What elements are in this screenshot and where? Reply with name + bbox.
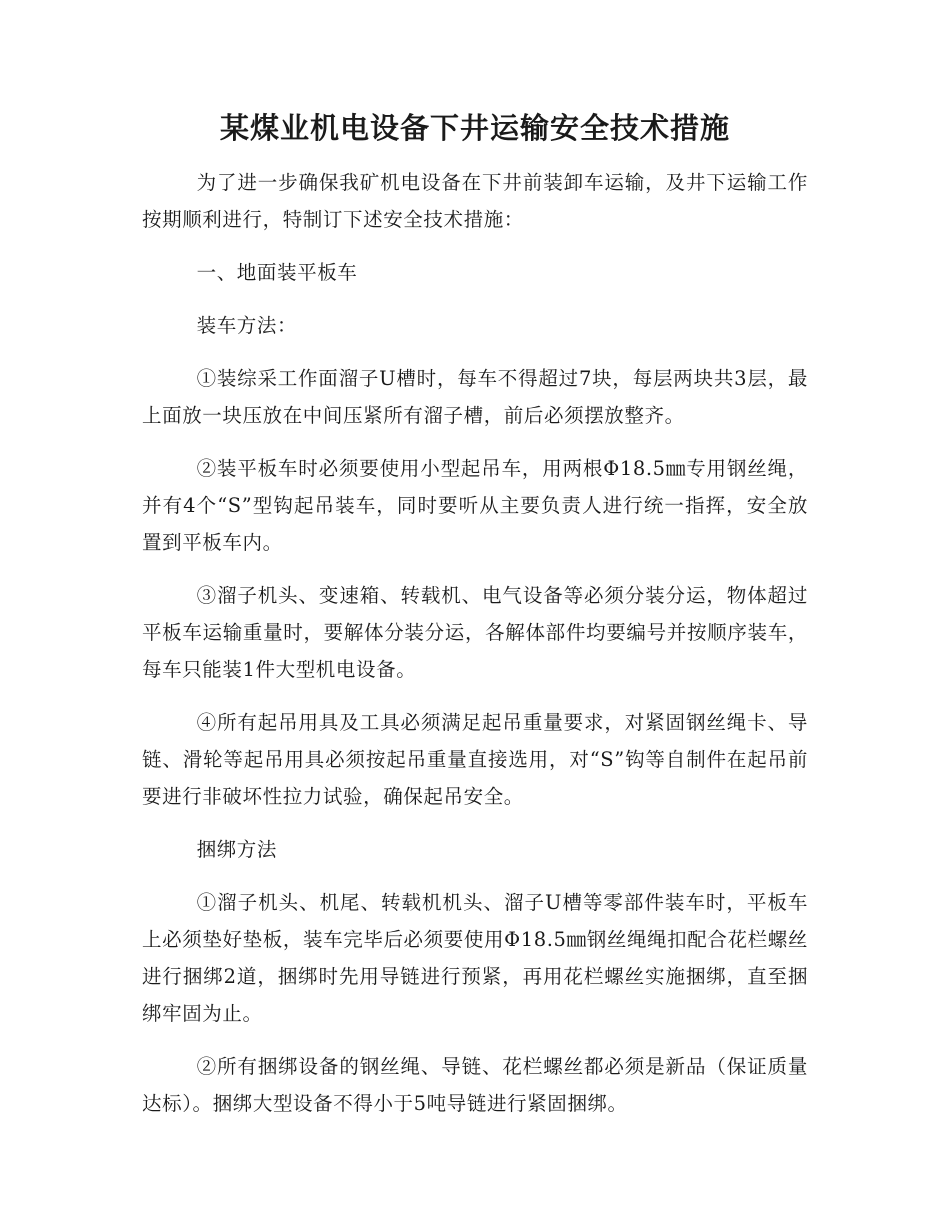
loading-item-4: ④所有起吊用具及工具必须满足起吊重量要求，对紧固钢丝绳卡、导链、滑轮等起吊用具必须按起吊重量直接选用，对“S”钩等自制件在起吊前要进行非破坏性拉力试验，确保起吊安全。 bbox=[142, 711, 808, 808]
loading-item-3: ③溜子机头、变速箱、转载机、电气设备等必须分装分运，物体超过平板车运输重量时，要解体分装分运，各解体部件均要编号并按顺序装车，每车只能装1件大型机电设备。 bbox=[142, 584, 808, 681]
loading-item-1: ①装综采工作面溜子U槽时，每车不得超过7块，每层两块共3层，最上面放一块压放在中间压紧所有溜子槽，前后必须摆放整齐。 bbox=[142, 367, 808, 427]
binding-item-1: ①溜子机头、机尾、转载机机头、溜子U槽等零部件装车时，平板车上必须垫好垫板，装车完毕后必须要使用Φ18.5㎜钢丝绳绳扣配合花栏螺丝进行捆绑2道，捆绑时先用导链进行预紧，再用花栏螺丝实施捆绑，直至捆绑牢固为止。 bbox=[142, 891, 808, 1025]
intro-paragraph: 为了进一步确保我矿机电设备在下井前装卸车运输，及井下运输工作按期顺利进行，特制订下述安全技术措施： bbox=[142, 171, 808, 231]
loading-item-2: ②装平板车时必须要使用小型起吊车，用两根Φ18.5㎜专用钢丝绳，并有4个“S”型钩起吊装车，同时要听从主要负责人进行统一指挥，安全放置到平板车内。 bbox=[142, 457, 808, 554]
binding-item-2: ②所有捆绑设备的钢丝绳、导链、花栏螺丝都必须是新品（保证质量达标）。捆绑大型设备不得小于5吨导链进行紧固捆绑。 bbox=[142, 1055, 808, 1115]
subheading-loading-method: 装车方法： bbox=[196, 314, 298, 337]
document-page bbox=[142, 108, 808, 1138]
subheading-binding-method: 捆绑方法 bbox=[196, 838, 277, 861]
section-heading-ground-loading: 一、地面装平板车 bbox=[196, 261, 358, 284]
document-title: 某煤业机电设备下井运输安全技术措施 bbox=[219, 111, 730, 145]
